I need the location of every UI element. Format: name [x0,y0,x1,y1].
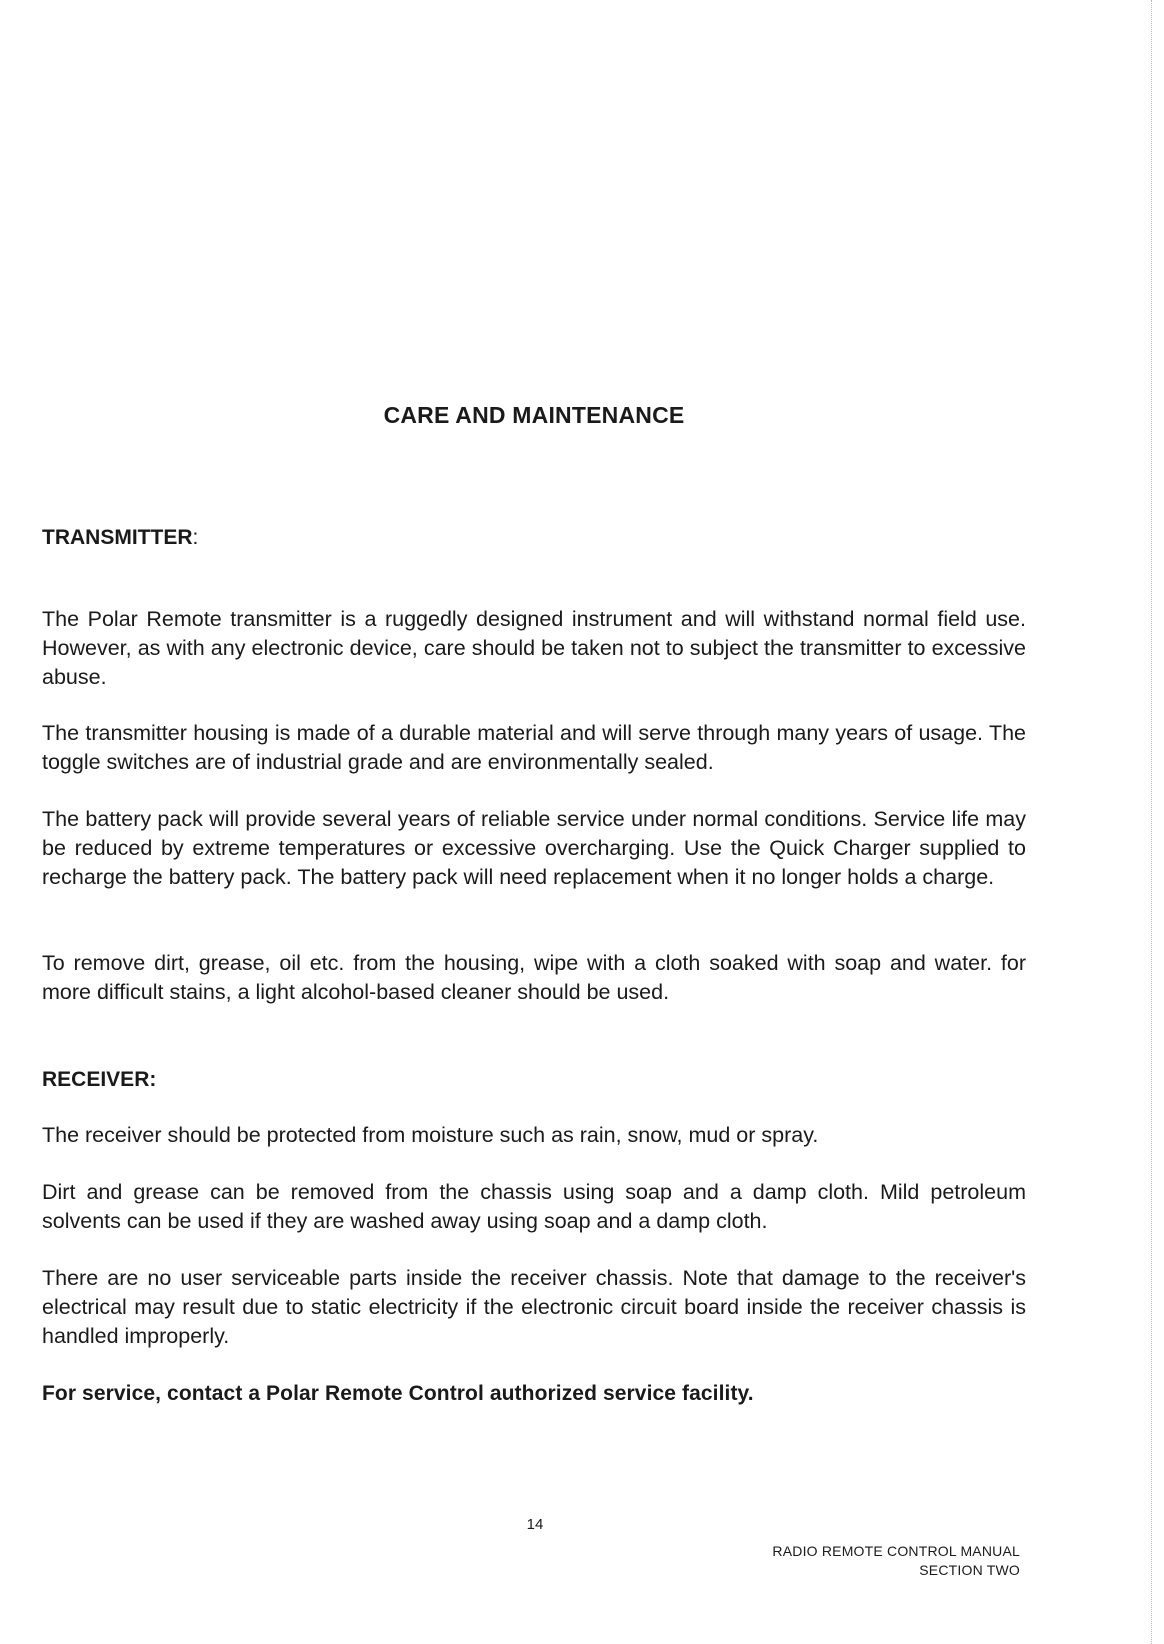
transmitter-heading-text: TRANSMITTER [42,526,193,549]
page-edge-border [1150,0,1152,1644]
page-number: 14 [526,1516,544,1533]
receiver-paragraph-2: Dirt and grease can be removed from the chassis using soap and a damp cloth. Mild petroleum solvents can be used if they are washed away using soap and a damp cloth. [42,1180,1026,1233]
transmitter-heading [42,526,198,550]
receiver-paragraph-1: The receiver should be protected from moisture such as rain, snow, mud or spray. [42,1123,819,1147]
footer-manual-title: RADIO REMOTE CONTROL MANUAL [772,1543,1020,1559]
page-title: CARE AND MAINTENANCE [383,402,685,428]
transmitter-paragraph-4: To remove dirt, grease, oil etc. from the housing, wipe with a cloth soaked with soap and water. for more difficult stains, a light alcohol-based cleaner should be used. [42,951,1026,1004]
footer-section: SECTION TWO [919,1562,1020,1578]
transmitter-heading-colon: : [192,526,199,549]
receiver-heading: RECEIVER: [42,1068,157,1091]
receiver-paragraph-3: There are no user serviceable parts inside the receiver chassis. Note that damage to the receiver's electrical may result due to static electricity if the electronic circuit board inside the receiver chassis is handled improperly. [42,1266,1026,1348]
service-note: For service, contact a Polar Remote Control authorized service facility. [42,1382,754,1405]
transmitter-paragraph-3: The battery pack will provide several years of reliable service under normal conditions. Service life may be reduced by extreme temperatures or excessive overcharging. Use the Quick Charger supplied to recharge the battery pack. The battery pack will need replacement when it no longer holds a charge. [42,807,1026,889]
transmitter-paragraph-1: The Polar Remote transmitter is a ruggedly designed instrument and will withstand normal field use. However, as with any electronic device, care should be taken not to subject the transmitter to excessive abuse. [42,607,1026,689]
transmitter-paragraph-2: The transmitter housing is made of a durable material and will serve through many years of usage. The toggle switches are of industrial grade and are environmentally sealed. [42,721,1026,774]
footer [772,1542,1020,1580]
